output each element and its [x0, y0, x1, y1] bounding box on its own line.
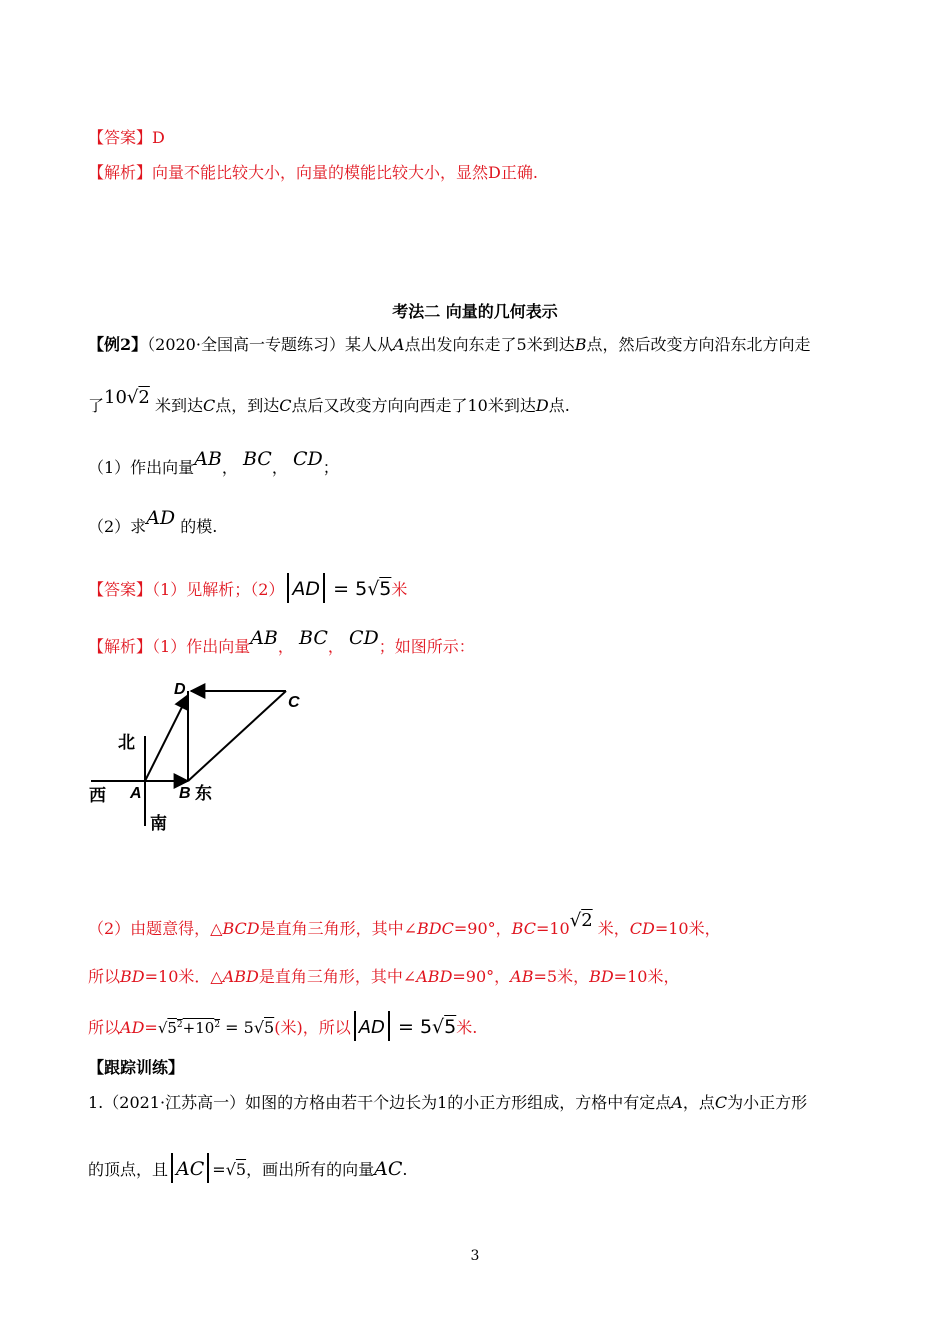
- answer-2: 【答案】（1）见解析；（2） AD = 5√5米: [88, 573, 407, 603]
- question-2: （2）求AD 的模.: [88, 507, 218, 536]
- vector-ad-arrow: [145, 695, 188, 781]
- vector-cd: CD: [292, 448, 323, 470]
- vector-ad: AD: [292, 578, 321, 600]
- section-title: 考法二 向量的几何表示: [392, 302, 558, 321]
- vector-ac: AC: [374, 1158, 403, 1180]
- label-north: 北: [118, 733, 135, 753]
- ten-sqrt-two: 10√2: [104, 387, 150, 408]
- problem-1-line-1: 1.（2021·江苏高一）如图的方格由若干个边长为1的小正方形组成，方格中有定点A，点C为小正方形: [88, 1093, 808, 1112]
- vector-bc-line: [188, 691, 286, 781]
- label-c: C: [288, 694, 300, 711]
- followup-heading: 【跟踪训练】: [88, 1058, 185, 1077]
- answer-1: [88, 126, 165, 150]
- vector-ab: AB: [194, 448, 222, 470]
- vector-ad: AD: [358, 1017, 385, 1038]
- label-b: B: [179, 785, 191, 802]
- label-a: A: [130, 785, 142, 802]
- example-2-line-1: 【例2】（2020·全国高一专题练习）某人从A点出发向东走了5米到达B点，然后改变方向沿东北方向走: [88, 335, 811, 354]
- vector-ad: AD: [146, 507, 176, 529]
- solution-line-3: 所以$AD=√5^2+10^2 = 5√5$(米)，所以 AD = 5√5米.: [88, 1011, 477, 1041]
- page-number: 3: [470, 1248, 480, 1264]
- solution-line-1: （2）由题意得，△BCD是直角三角形，其中∠BDC=90°，BC=10√2 米，CD=10米，: [88, 910, 721, 938]
- analysis-2: 【解析】（1）作出向量AB， BC， CD；如图所示：: [88, 627, 475, 656]
- solution-line-2: 所以BD=10米．△ABD是直角三角形，其中∠ABD=90°，AB=5米，BD=10米，: [88, 967, 680, 986]
- label-south: 南: [150, 814, 167, 834]
- label-west: 西: [89, 786, 106, 806]
- analysis-label: 【解析】: [88, 163, 153, 182]
- analysis-text: 向量不能比较大小，向量的模能比较大小，显然D正确.: [152, 163, 538, 182]
- example-2-line-2: 了10√2 米到达C点，到达C点后又改变方向向西走了10米到达D点.: [88, 387, 570, 415]
- question-1: （1）作出向量AB， BC， CD；: [88, 448, 339, 477]
- vector-diagram: [88, 676, 318, 836]
- sqrt-expression: $√5^2+10^2$: [157, 1019, 221, 1037]
- problem-1-line-2: 的顶点，且 AC =√5，画出所有的向量AC.: [88, 1153, 407, 1183]
- label-d: D: [174, 681, 186, 698]
- answer-label: 【答案】: [88, 128, 153, 147]
- label-east: 东: [195, 784, 212, 804]
- vector-bc: BC: [242, 448, 272, 470]
- answer-text: D: [152, 128, 165, 147]
- analysis-1: [88, 161, 538, 185]
- example-label: 【例2】: [88, 335, 148, 354]
- vector-ac: AC: [176, 1158, 205, 1180]
